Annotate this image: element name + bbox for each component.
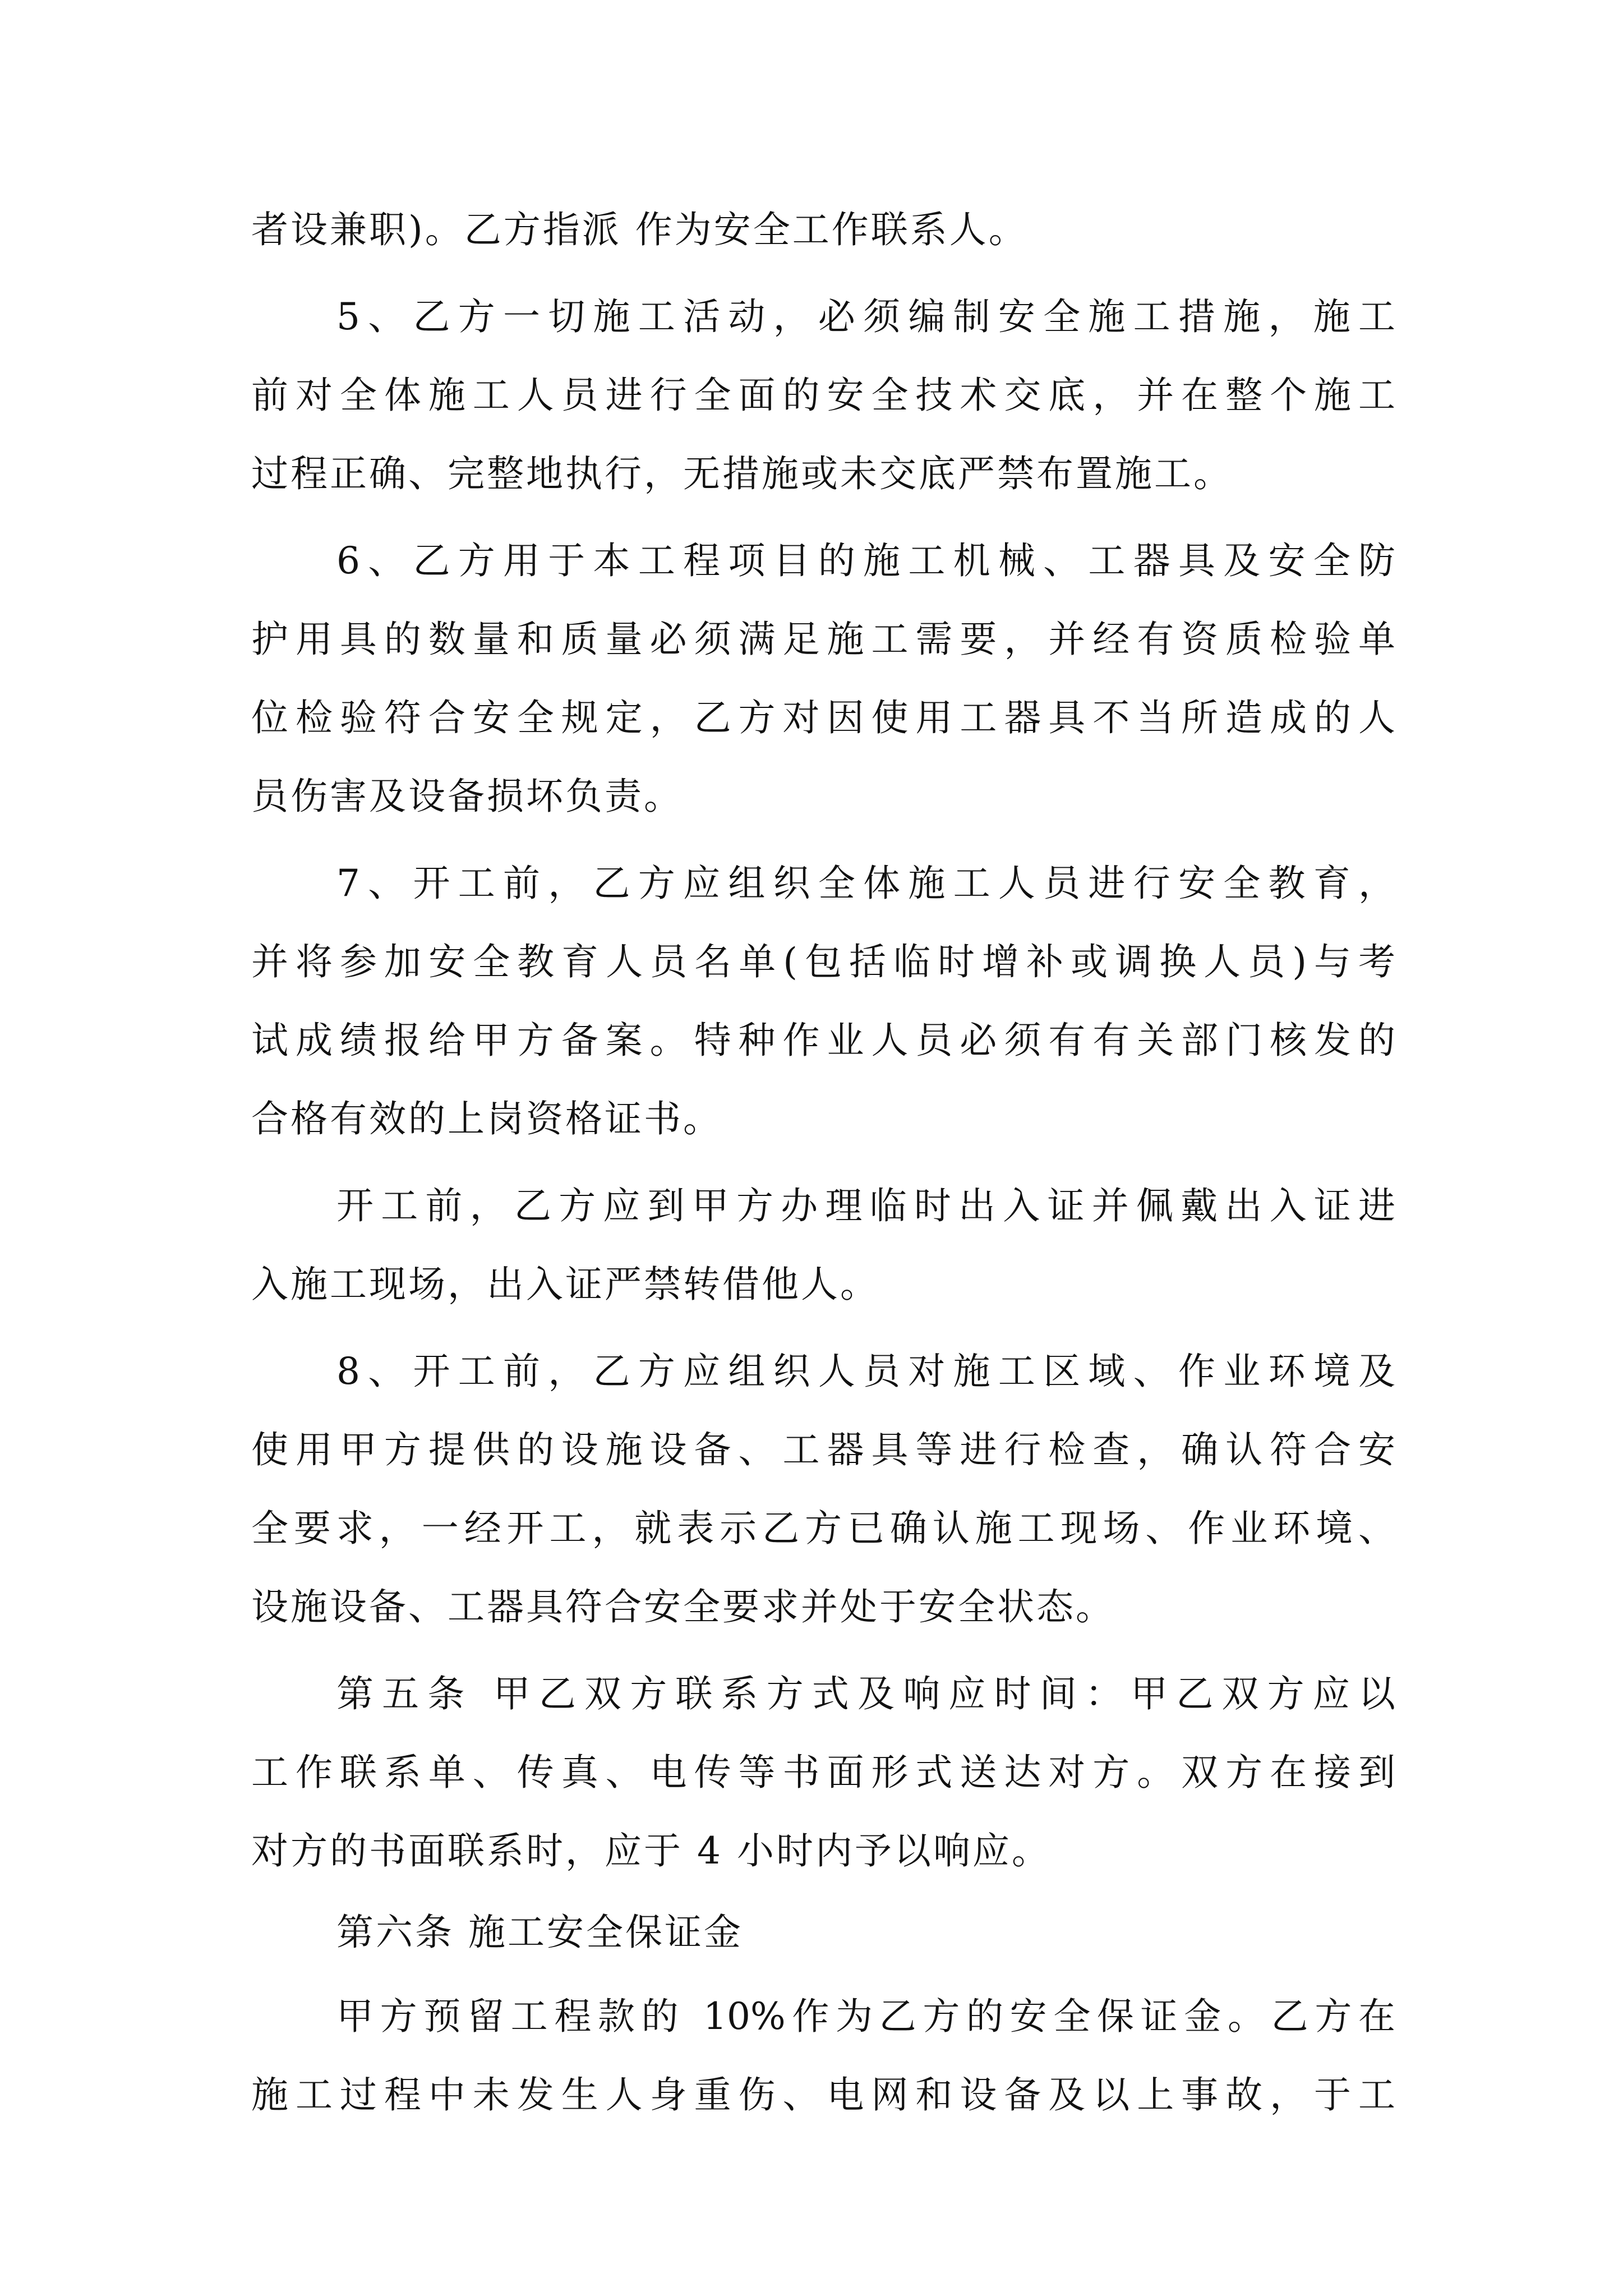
text-line: 第六条 施工安全保证金 bbox=[336, 1911, 743, 1954]
text-line: 试成绩报给甲方备案。特种作业人员必须有有关部门核发的 bbox=[251, 1019, 1395, 1062]
text-line: 并将参加安全教育人员名单(包括临时增补或调换人员)与考 bbox=[251, 940, 1395, 983]
text-line: 全要求，一经开工，就表示乙方已确认施工现场、作业环境、 bbox=[251, 1507, 1395, 1550]
text-line: 合格有效的上岗资格证书。 bbox=[251, 1097, 722, 1140]
text-line: 设施设备、工器具符合安全要求并处于安全状态。 bbox=[251, 1585, 1115, 1628]
text-line: 甲方预留工程款的 10%作为乙方的安全保证金。乙方在 bbox=[336, 1995, 1395, 2038]
text-line: 员伤害及设备损坏负责。 bbox=[251, 775, 683, 818]
text-line: 工作联系单、传真、电传等书面形式送达对方。双方在接到 bbox=[251, 1751, 1395, 1794]
text-line: 开工前，乙方应到甲方办理临时出入证并佩戴出入证进 bbox=[336, 1184, 1395, 1227]
text-line: 者设兼职)。乙方指派 作为安全工作联系人。 bbox=[251, 208, 1028, 251]
text-line: 护用具的数量和质量必须满足施工需要，并经有资质检验单 bbox=[251, 618, 1395, 661]
text-line: 过程正确、完整地执行，无措施或未交底严禁布置施工。 bbox=[251, 452, 1233, 495]
text-line: 入施工现场，出入证严禁转借他人。 bbox=[251, 1263, 879, 1306]
text-line: 施工过程中未发生人身重伤、电网和设备及以上事故，于工 bbox=[251, 2073, 1395, 2116]
text-line: 第五条 甲乙双方联系方式及响应时间：甲乙双方应以 bbox=[336, 1672, 1395, 1715]
text-line: 8、开工前，乙方应组织人员对施工区域、作业环境及 bbox=[336, 1350, 1395, 1393]
text-line: 5、乙方一切施工活动，必须编制安全施工措施，施工 bbox=[336, 295, 1395, 338]
text-line: 前对全体施工人员进行全面的安全技术交底，并在整个施工 bbox=[251, 374, 1395, 417]
text-line: 使用甲方提供的设施设备、工器具等进行检查，确认符合安 bbox=[251, 1428, 1395, 1471]
text-line: 位检验符合安全规定，乙方对因使用工器具不当所造成的人 bbox=[251, 696, 1395, 739]
text-line: 7、开工前，乙方应组织全体施工人员进行安全教育， bbox=[336, 862, 1395, 905]
text-line: 6、乙方用于本工程项目的施工机械、工器具及安全防 bbox=[336, 539, 1395, 582]
text-line: 对方的书面联系时，应于 4 小时内予以响应。 bbox=[251, 1829, 1051, 1872]
